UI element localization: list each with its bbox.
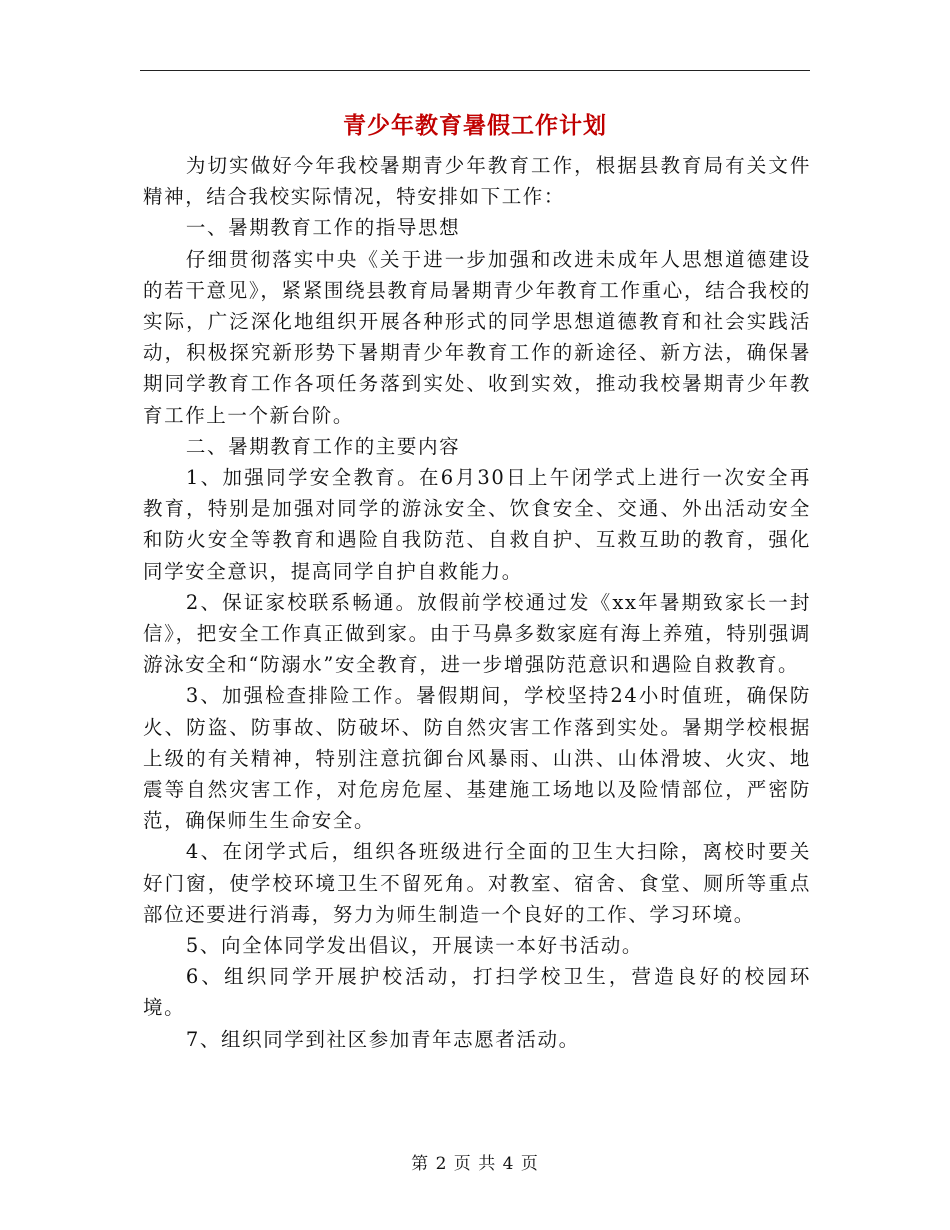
- item-6-school-protection: 6、组织同学开展护校活动，打扫学校卫生，营造良好的校园环境。: [143, 965, 811, 1020]
- item-3-inspection: 3、加强检查排险工作。暑假期间，学校坚持24小时值班，确保防火、防盗、防事故、防破坏、防自然灾害工作落到实处。暑期学校根据上级的有关精神，特别注意抗御台风暴雨、山洪、山体滑坡、火灾、地震等自然灾害工作，对危房危屋、基建施工场地以及险情部位，严密防范，确保师生生命安全。: [143, 684, 811, 833]
- section-heading-main-content: 二、暑期教育工作的主要内容: [185, 434, 461, 458]
- guiding-principle-paragraph: 仔细贯彻落实中央《关于进一步加强和改进未成年人思想道德建设的若干意见》，紧紧围绕县教育局暑期青少年教育工作重心，结合我校的实际，广泛深化地组织开展各种形式的同学思想道德教育和社会实践活动，积极探究新形势下暑期青少年教育工作的新途径、新方法，确保暑期同学教育工作各项任务落到实处、收到实效，推动我校暑期青少年教育工作上一个新台阶。: [143, 247, 811, 427]
- document-title: 青少年教育暑假工作计划: [343, 113, 607, 139]
- intro-paragraph: 为切实做好今年我校暑期青少年教育工作，根据县教育局有关文件精神，结合我校实际情况，特安排如下工作：: [143, 154, 811, 209]
- item-1-safety-education: 1、加强同学安全教育。在6月30日上午闭学式上进行一次安全再教育，特别是加强对同学的游泳安全、饮食安全、交通、外出活动安全和防火安全等教育和遇险自我防范、自救自护、互救互助的教育，强化同学安全意识，提高同学自护自救能力。: [143, 466, 811, 583]
- document-body: [143, 150, 811, 1055]
- header-rule: [140, 70, 810, 71]
- page-number: 第 2 页 共 4 页: [411, 1154, 539, 1174]
- item-2-home-school-contact: 2、保证家校联系畅通。放假前学校通过发《xx年暑期致家长一封信》，把安全工作真正做到家。由于马鼻多数家庭有海上养殖，特别强调游泳安全和“防溺水”安全教育，进一步增强防范意识和遇险自救教育。: [143, 590, 811, 677]
- item-7-volunteering: 7、组织同学到社区参加青年志愿者活动。: [185, 1027, 580, 1051]
- item-4-cleaning: 4、在闭学式后，组织各班级进行全面的卫生大扫除，离校时要关好门窗，使学校环境卫生不留死角。对教室、宿舍、食堂、厕所等重点部位还要进行消毒，努力为师生制造一个良好的工作、学习环境。: [143, 840, 811, 926]
- item-5-reading: 5、向全体同学发出倡议，开展读一本好书活动。: [185, 934, 643, 958]
- section-heading-guiding-principle: 一、暑期教育工作的指导思想: [185, 216, 461, 240]
